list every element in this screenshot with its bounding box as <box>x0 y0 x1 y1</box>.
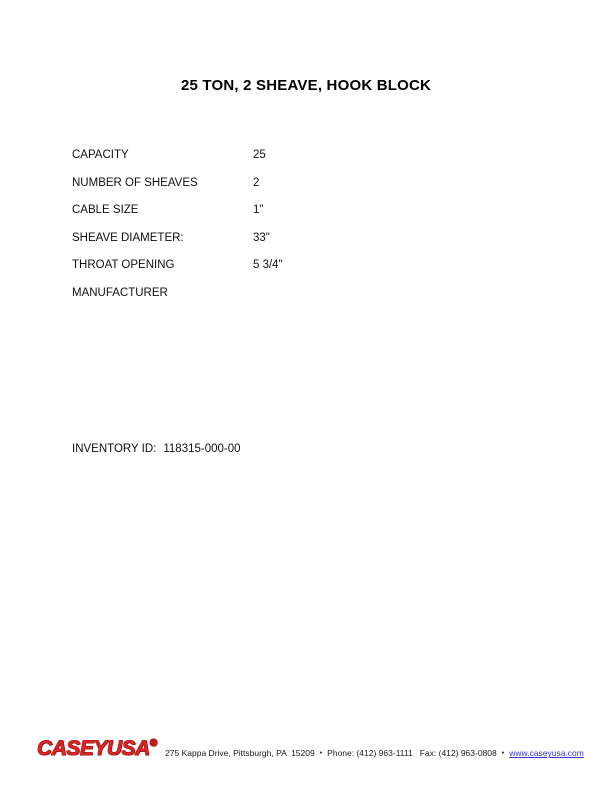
inventory-id-line <box>72 443 241 455</box>
spec-row-throat-opening <box>72 259 552 287</box>
spec-list <box>72 149 552 315</box>
inventory-id-label: INVENTORY ID: <box>72 443 157 455</box>
inventory-id-value: 118315-000-00 <box>163 443 241 455</box>
spec-label: MANUFACTURER <box>72 286 168 299</box>
footer-phone: Phone: (412) 963-1111 <box>327 748 413 759</box>
spec-row-capacity <box>72 149 552 177</box>
bullet-separator-icon: • <box>501 750 505 758</box>
spec-value: 2 <box>253 176 260 189</box>
spec-value: 1" <box>253 204 264 217</box>
spec-value: 33" <box>253 231 270 244</box>
spec-row-cable-size <box>72 204 552 232</box>
spec-value: 25 <box>253 149 266 161</box>
spec-label: CABLE SIZE <box>72 204 139 217</box>
registered-trademark-icon: ® <box>149 738 158 749</box>
logo-text: CASEYUSA <box>37 737 150 760</box>
spec-row-sheave-diameter <box>72 232 552 260</box>
bullet-separator-icon: • <box>319 750 323 758</box>
spec-label: THROAT OPENING <box>72 259 175 272</box>
spec-row-manufacturer <box>72 287 552 315</box>
spec-label: NUMBER OF SHEAVES <box>72 176 198 189</box>
spec-value: 5 3/4" <box>253 259 283 272</box>
spec-label: CAPACITY <box>72 149 129 161</box>
website-link[interactable]: www.caseyusa.com <box>509 748 584 759</box>
spec-label: SHEAVE DIAMETER: <box>72 231 184 244</box>
footer-fax: Fax: (412) 963-0808 <box>419 748 497 759</box>
spec-row-number-of-sheaves <box>72 177 552 205</box>
page-footer <box>37 738 582 759</box>
caseyusa-logo <box>37 738 157 759</box>
footer-contact-line <box>165 749 584 758</box>
footer-address: 275 Kappa Drive, Pittsburgh, PA 15209 <box>165 748 315 759</box>
page-title: 25 TON, 2 SHEAVE, HOOK BLOCK <box>180 77 432 94</box>
